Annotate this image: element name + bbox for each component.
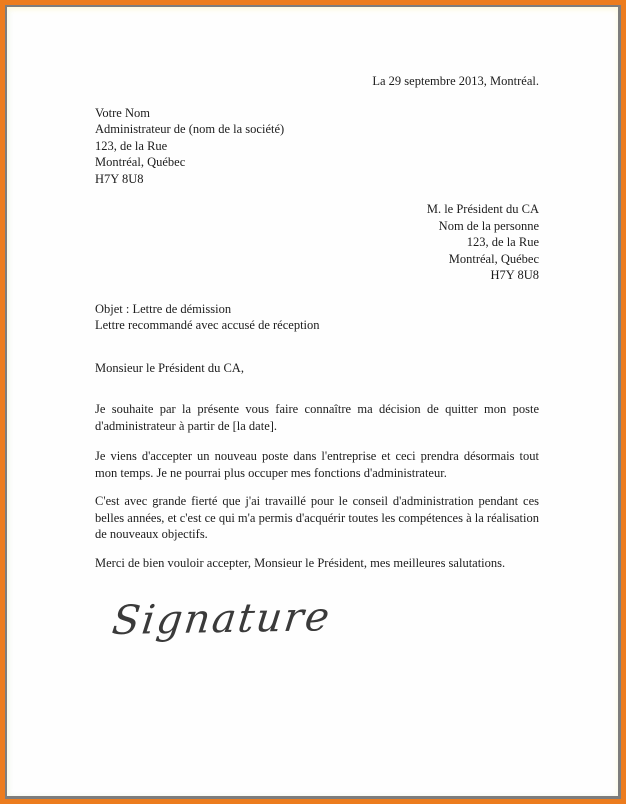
salutation-line: Monsieur le Président du CA, xyxy=(95,360,244,375)
recipient-city: Montréal, Québec xyxy=(448,251,539,266)
recipient-name: Nom de la personne xyxy=(438,218,539,233)
recipient-title: M. le Président du CA xyxy=(426,202,539,216)
subject-registered-line: Lettre recommandé avec accusé de réception xyxy=(95,318,320,332)
recipient-postal-code: H7Y 8U8 xyxy=(490,268,539,282)
recipient-address-block xyxy=(95,201,539,284)
sender-city: Montréal, Québec xyxy=(95,155,186,169)
sender-name: Votre Nom xyxy=(95,105,150,120)
date-line: La 29 septembre 2013, Montréal. xyxy=(372,74,539,88)
handwritten-signature: Signature xyxy=(109,594,334,645)
sender-title: Administrateur de (nom de la société) xyxy=(95,122,285,136)
body-paragraph-3: C'est avec grande fierté que j'ai travaillé pour le conseil d'administration pendant ces belles années, et c'est ce qui m'a permis d'acquérir toutes les compétences à la réalisation de nouveaux objectifs. xyxy=(95,494,539,541)
letter-content xyxy=(7,7,618,796)
body-paragraph-1: Je souhaite par la présente vous faire connaître ma décision de quitter mon poste d'administrateur à partir de [la date]. xyxy=(95,402,539,433)
subject-object-line: Objet : Lettre de démission xyxy=(95,301,232,316)
sender-street: 123, de la Rue xyxy=(95,138,168,153)
sender-postal-code: H7Y 8U8 xyxy=(95,171,144,186)
sender-address-block xyxy=(95,105,539,188)
closing-line: Merci de bien vouloir accepter, Monsieur le Président, mes meilleures salutations. xyxy=(95,555,506,570)
letter-page xyxy=(5,5,621,799)
subject-block xyxy=(95,301,539,334)
recipient-street: 123, de la Rue xyxy=(466,235,539,249)
body-paragraph-2: Je viens d'accepter un nouveau poste dans l'entreprise et ceci prendra désormais tout mon temps. Je ne pourrai plus occuper mes fonctions d'administrateur. xyxy=(95,449,539,480)
